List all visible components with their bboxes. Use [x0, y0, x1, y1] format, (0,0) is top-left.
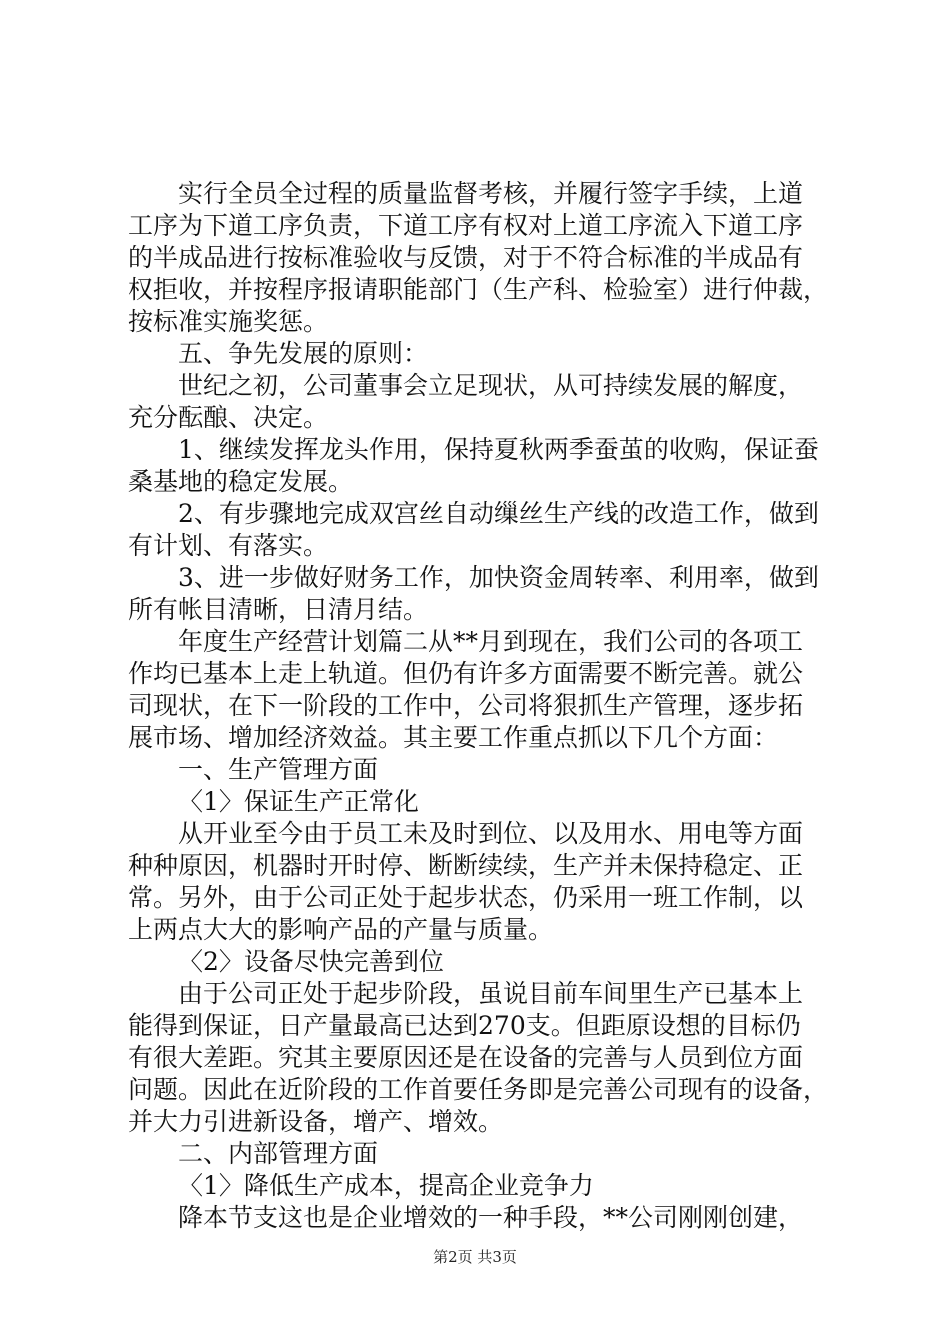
text-line: 的半成品进行按标准验收与反馈，对于不符合标准的半成品有: [128, 243, 804, 272]
text-line: 〈1〉降低生产成本，提高企业竞争力: [178, 1171, 594, 1200]
text-line: 实行全员全过程的质量监督考核，并履行签字手续，上道: [178, 179, 804, 208]
text-line: 〈2〉设备尽快完善到位: [178, 947, 444, 976]
text-line: 有计划、有落实。: [128, 531, 329, 560]
text-line: 上两点大大的影响产品的产量与质量。: [128, 915, 554, 944]
text-line: 3、进一步做好财务工作，加快资金周转率、利用率，做到: [178, 563, 819, 592]
text-line: 所有帐目清晰，日清月结。: [128, 595, 429, 624]
text-line: 司现状，在下一阶段的工作中，公司将狠抓生产管理，逐步拓: [128, 691, 804, 720]
text-line: 展市场、增加经济效益。其主要工作重点抓以下几个方面：: [128, 723, 779, 752]
text-line: 充分酝酿、决定。: [128, 403, 329, 432]
text-line: 桑基地的稳定发展。: [128, 467, 354, 496]
text-line: 年度生产经营计划篇二从**月到现在，我们公司的各项工: [178, 627, 804, 656]
text-line: 世纪之初，公司董事会立足现状，从可持续发展的解度，: [178, 371, 804, 400]
text-line: 从开业至今由于员工未及时到位、以及用水、用电等方面: [178, 819, 804, 848]
text-line: 2、有步骤地完成双宫丝自动缫丝生产线的改造工作，做到: [178, 499, 819, 528]
document-body: [128, 178, 840, 1234]
text-line: 由于公司正处于起步阶段，虽说目前车间里生产已基本上: [178, 979, 804, 1008]
text-line: 〈1〉保证生产正常化: [178, 787, 419, 816]
text-line: 问题。因此在近阶段的工作首要任务即是完善公司现有的设备，: [128, 1075, 829, 1104]
text-line: 1、继续发挥龙头作用，保持夏秋两季蚕茧的收购，保证蚕: [178, 435, 819, 464]
page-footer: 第2页 共3页: [433, 1248, 517, 1266]
text-line: 常。另外，由于公司正处于起步状态，仍采用一班工作制，以: [128, 883, 804, 912]
text-line: 二、内部管理方面: [178, 1139, 379, 1168]
text-line: 能得到保证，日产量最高已达到270支。但距原设想的目标仍: [128, 1011, 801, 1040]
text-line: 作均已基本上走上轨道。但仍有许多方面需要不断完善。就公: [128, 659, 804, 688]
text-line: 权拒收，并按程序报请职能部门（生产科、检验室）进行仲裁，: [128, 275, 829, 304]
text-line: 五、争先发展的原则：: [178, 339, 429, 368]
text-line: 工序为下道工序负责，下道工序有权对上道工序流入下道工序: [128, 211, 804, 240]
text-line: 按标准实施奖惩。: [128, 307, 329, 336]
text-line: 并大力引进新设备，增产、增效。: [128, 1107, 504, 1136]
text-line: 种种原因，机器时开时停、断断续续，生产并未保持稳定、正: [128, 851, 804, 880]
text-line: 降本节支这也是企业增效的一种手段，**公司刚刚创建，: [178, 1203, 804, 1232]
text-line: 有很大差距。究其主要原因还是在设备的完善与人员到位方面: [128, 1043, 804, 1072]
text-line: 一、生产管理方面: [178, 755, 379, 784]
